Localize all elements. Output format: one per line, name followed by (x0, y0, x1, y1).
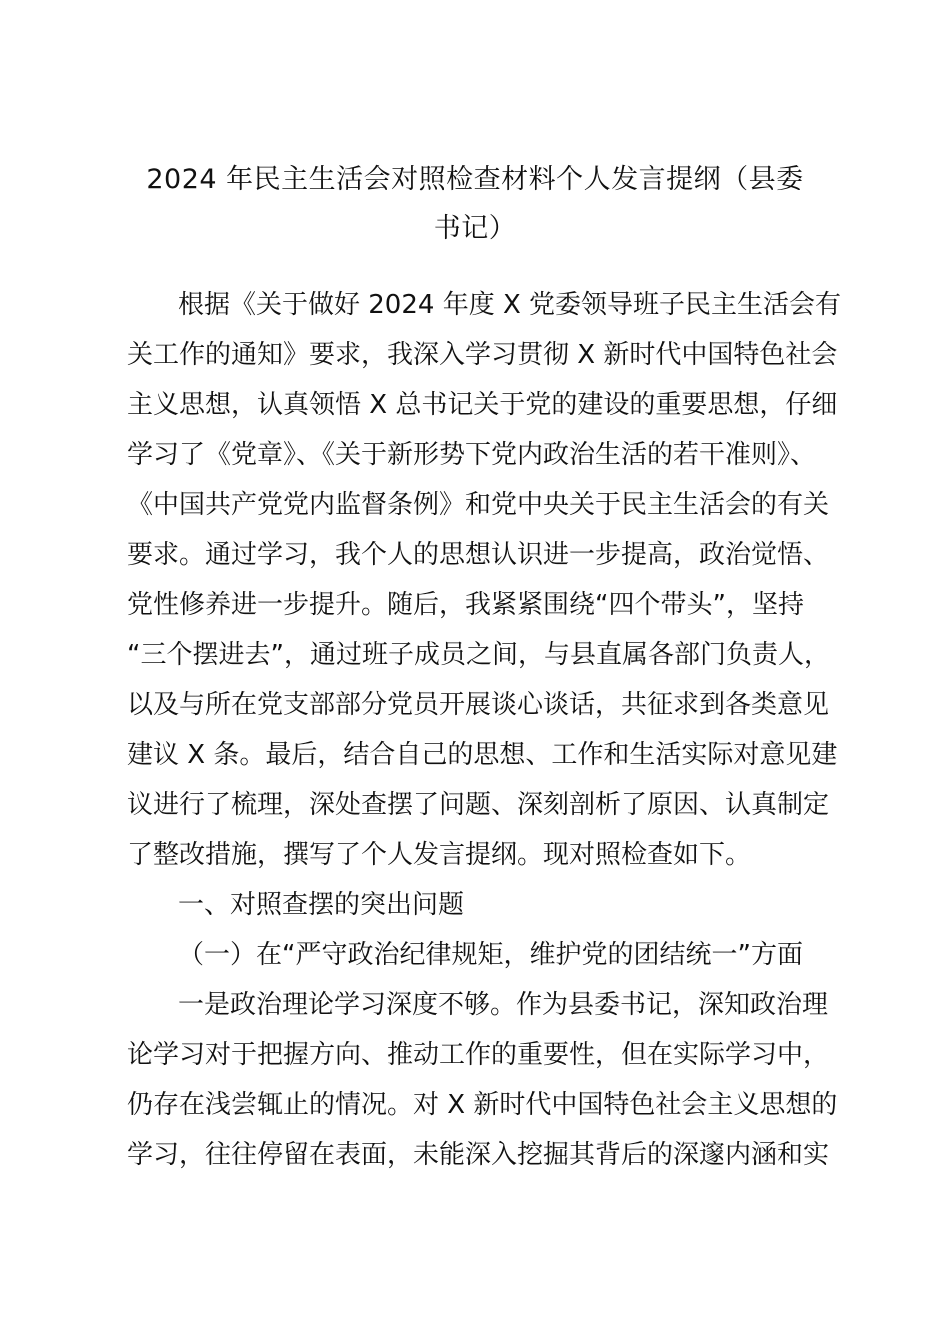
body-line: 议进行了梳理，深处查摆了问题、深刻剖析了原因、认真制定 (127, 790, 830, 820)
body-line: 建议 X 条。最后，结合自己的思想、工作和生活实际对意见建 (127, 740, 838, 770)
document-title-line-1: 2024 年民主生活会对照检查材料个人发言提纲（县委 (146, 164, 804, 195)
body-line: 论学习对于把握方向、推动工作的重要性，但在实际学习中， (127, 1040, 830, 1070)
body-line: 关工作的通知》要求，我深入学习贯彻 X 新时代中国特色社会 (127, 340, 838, 370)
body-line: 要求。通过学习，我个人的思想认识进一步提高，政治觉悟、 (127, 540, 830, 570)
body-line: 了整改措施，撰写了个人发言提纲。现对照检查如下。 (127, 840, 752, 870)
body-line: “三个摆进去”，通过班子成员之间，与县直属各部门负责人， (127, 640, 830, 670)
body-line: 以及与所在党支部部分党员开展谈心谈话，共征求到各类意见 (127, 690, 830, 720)
body-line: 学习了《党章》、《关于新形势下党内政治生活的若干准则》、 (127, 440, 817, 470)
body-line: 一是政治理论学习深度不够。作为县委书记，深知政治理 (178, 990, 829, 1020)
body-line: 学习，往往停留在表面，未能深入挖掘其背后的深邃内涵和实 (127, 1140, 830, 1170)
body-line: 仍存在浅尝辄止的情况。对 X 新时代中国特色社会主义思想的 (127, 1090, 838, 1120)
body-line: 《中国共产党党内监督条例》和党中央关于民主生活会的有关 (127, 490, 830, 520)
section-heading: 一、对照查摆的突出问题 (178, 890, 465, 920)
subsection-heading: （一）在“严守政治纪律规矩，维护党的团结统一”方面 (178, 940, 803, 970)
body-line: 根据《关于做好 2024 年度 X 党委领导班子民主生活会有 (178, 290, 842, 320)
document-title-line-2: 书记） (433, 213, 517, 244)
body-line: 党性修养进一步提升。随后，我紧紧围绕“四个带头”，坚持 (127, 590, 804, 620)
body-line: 主义思想，认真领悟 X 总书记关于党的建设的重要思想，仔细 (127, 390, 838, 420)
